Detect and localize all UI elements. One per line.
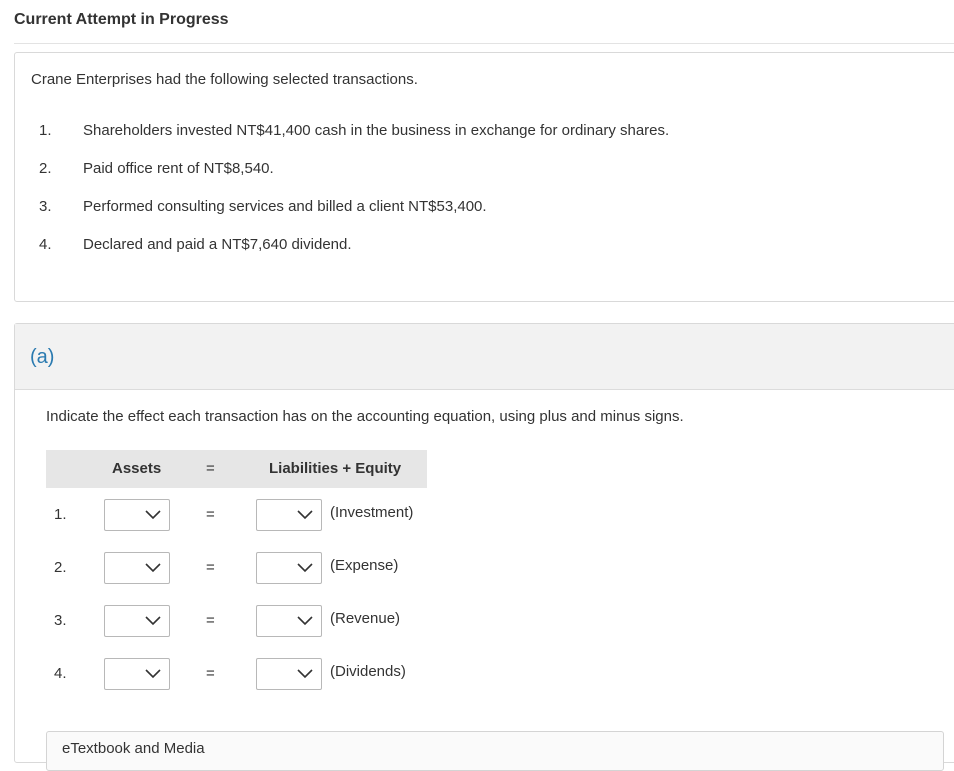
attempt-title: Current Attempt in Progress bbox=[14, 11, 229, 28]
row-number: 4. bbox=[54, 665, 67, 682]
chevron-down-icon bbox=[297, 510, 313, 520]
assets-select[interactable] bbox=[104, 605, 170, 637]
part-label: (a) bbox=[30, 346, 55, 368]
assets-header: Assets bbox=[112, 460, 162, 477]
transaction-number: 2. bbox=[39, 160, 52, 177]
row-number: 2. bbox=[54, 559, 67, 576]
assets-select[interactable] bbox=[104, 552, 170, 584]
equation-row bbox=[46, 658, 466, 690]
transaction-number: 4. bbox=[39, 236, 52, 253]
transaction-item bbox=[15, 198, 915, 218]
row-number: 3. bbox=[54, 612, 67, 629]
equation-header bbox=[46, 450, 427, 488]
transaction-text: Declared and paid a NT$7,640 dividend. bbox=[83, 236, 352, 253]
equals-sign: = bbox=[206, 665, 215, 682]
equals-sign: = bbox=[206, 506, 215, 523]
equation-row bbox=[46, 552, 466, 584]
equation-row bbox=[46, 605, 466, 637]
liabilities-equity-select[interactable] bbox=[256, 499, 322, 531]
chevron-down-icon bbox=[297, 616, 313, 626]
transaction-text: Paid office rent of NT$8,540. bbox=[83, 160, 274, 177]
assets-select[interactable] bbox=[104, 658, 170, 690]
question-card bbox=[14, 52, 954, 302]
etextbook-media-panel[interactable] bbox=[46, 731, 944, 771]
part-a-card bbox=[14, 323, 954, 763]
transaction-item bbox=[15, 236, 915, 256]
chevron-down-icon bbox=[297, 563, 313, 573]
attempt-divider bbox=[14, 43, 954, 44]
equals-sign: = bbox=[206, 559, 215, 576]
liabilities-equity-select[interactable] bbox=[256, 658, 322, 690]
row-label: (Dividends) bbox=[330, 663, 406, 680]
chevron-down-icon bbox=[145, 510, 161, 520]
chevron-down-icon bbox=[297, 669, 313, 679]
row-label: (Revenue) bbox=[330, 610, 401, 627]
transaction-number: 3. bbox=[39, 198, 52, 215]
row-label: (Investment) bbox=[330, 504, 414, 521]
liabilities-equity-header: Liabilities + Equity bbox=[269, 460, 402, 477]
question-intro: Crane Enterprises had the following selected transactions. bbox=[31, 71, 418, 88]
transaction-item bbox=[15, 122, 915, 142]
chevron-down-icon bbox=[145, 669, 161, 679]
liabilities-equity-select[interactable] bbox=[256, 552, 322, 584]
transaction-number: 1. bbox=[39, 122, 52, 139]
transaction-text: Shareholders invested NT$41,400 cash in the business in exchange for ordinary shares. bbox=[83, 122, 670, 139]
equation-row bbox=[46, 499, 466, 531]
liabilities-equity-select[interactable] bbox=[256, 605, 322, 637]
chevron-down-icon bbox=[145, 563, 161, 573]
assets-select[interactable] bbox=[104, 499, 170, 531]
transaction-item bbox=[15, 160, 915, 180]
part-a-header bbox=[15, 324, 954, 390]
row-label: (Expense) bbox=[330, 557, 399, 574]
equals-header: = bbox=[206, 460, 215, 477]
equals-sign: = bbox=[206, 612, 215, 629]
transaction-text: Performed consulting services and billed a client NT$53,400. bbox=[83, 198, 487, 215]
etextbook-media-label: eTextbook and Media bbox=[62, 740, 205, 757]
part-instruction: Indicate the effect each transaction has on the accounting equation, using plus and minus signs. bbox=[46, 408, 684, 425]
row-number: 1. bbox=[54, 506, 67, 523]
chevron-down-icon bbox=[145, 616, 161, 626]
